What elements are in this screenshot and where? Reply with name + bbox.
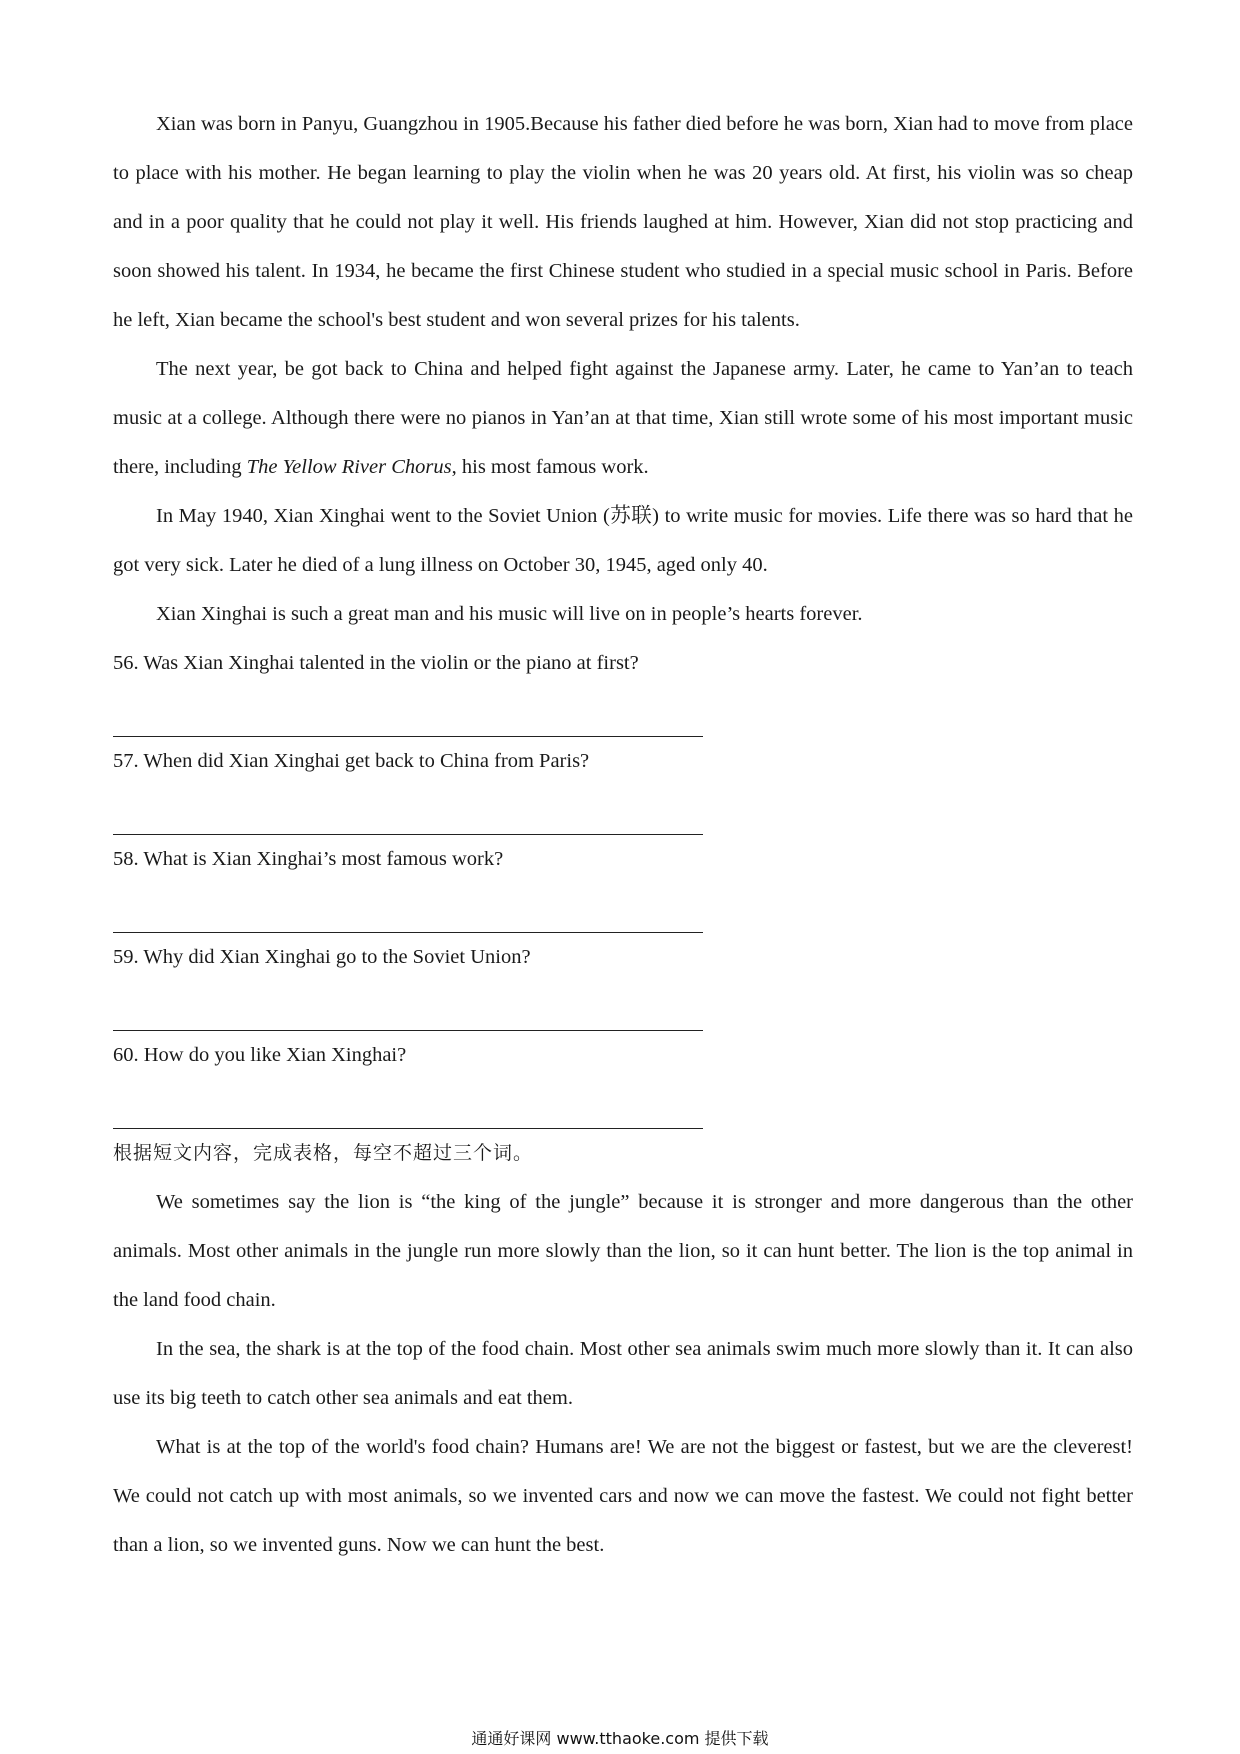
passage1-paragraph-2-text-before: The next year, be got back to China and helped fight against the Japanese army. Later, he came to Yan’an to teach music at a college. Although there were no pianos in Yan’an at that time, Xian still wrote some of his most important music there, including <box>113 358 1133 478</box>
passage2-paragraph-2: In the sea, the shark is at the top of the food chain. Most other sea animals swim much more slowly than it. It can also use its big teeth to catch other sea animals and eat them. <box>113 1338 1133 1409</box>
question-60: 60. How do you like Xian Xinghai? <box>113 1044 407 1066</box>
passage2-paragraph-1: We sometimes say the lion is “the king of the jungle” because it is stronger and more dangerous than the other animals. Most other animals in the jungle run more slowly than the lion, so it can hunt better. The lion is the top animal in the land food chain. <box>113 1191 1133 1311</box>
section-instruction: 根据短文内容，完成表格，每空不超过三个词。 <box>113 1142 534 1164</box>
question-57: 57. When did Xian Xinghai get back to China from Paris? <box>113 750 590 772</box>
question-58: 58. What is Xian Xinghai’s most famous work? <box>113 848 504 870</box>
passage1-paragraph-3: In May 1940, Xian Xinghai went to the Soviet Union (苏联) to write music for movies. Life there was so hard that he got very sick. Later he died of a lung illness on October 30, 1945, aged only 40. <box>113 505 1133 576</box>
work-title-italic: The Yellow River Chorus <box>246 456 452 478</box>
document-content <box>113 100 1133 1570</box>
answer-line-56[interactable] <box>113 688 703 737</box>
passage1-paragraph-4: Xian Xinghai is such a great man and his music will live on in people’s hearts forever. <box>156 603 863 625</box>
question-56: 56. Was Xian Xinghai talented in the violin or the piano at first? <box>113 652 639 674</box>
answer-line-59[interactable] <box>113 982 703 1031</box>
answer-line-57[interactable] <box>113 786 703 835</box>
answer-line-58[interactable] <box>113 884 703 933</box>
question-59: 59. Why did Xian Xinghai go to the Soviet Union? <box>113 946 531 968</box>
page-footer: 通通好课网 www.tthaoke.com 提供下载 <box>471 1729 769 1748</box>
passage1-paragraph-1: Xian was born in Panyu, Guangzhou in 1905.Because his father died before he was born, Xian had to move from place to place with his mother. He began learning to play the violin when he was 20 years old. At first, his violin was so cheap and in a poor quality that he could not play it well. His friends laughed at him. However, Xian did not stop practicing and soon showed his talent. In 1934, he became the first Chinese student who studied in a special music school in Paris. Before he left, Xian became the school's best student and won several prizes for his talents. <box>113 113 1133 331</box>
passage2-paragraph-3: What is at the top of the world's food chain? Humans are! We are not the biggest or fastest, but we are the cleverest! We could not catch up with most animals, so we invented cars and now we can move the fastest. We could not fight better than a lion, so we invented guns. Now we can hunt the best. <box>113 1436 1133 1556</box>
answer-line-60[interactable] <box>113 1080 703 1129</box>
passage1-paragraph-2-text-after: , his most famous work. <box>451 456 649 478</box>
passage1-paragraph-2 <box>113 345 1133 492</box>
